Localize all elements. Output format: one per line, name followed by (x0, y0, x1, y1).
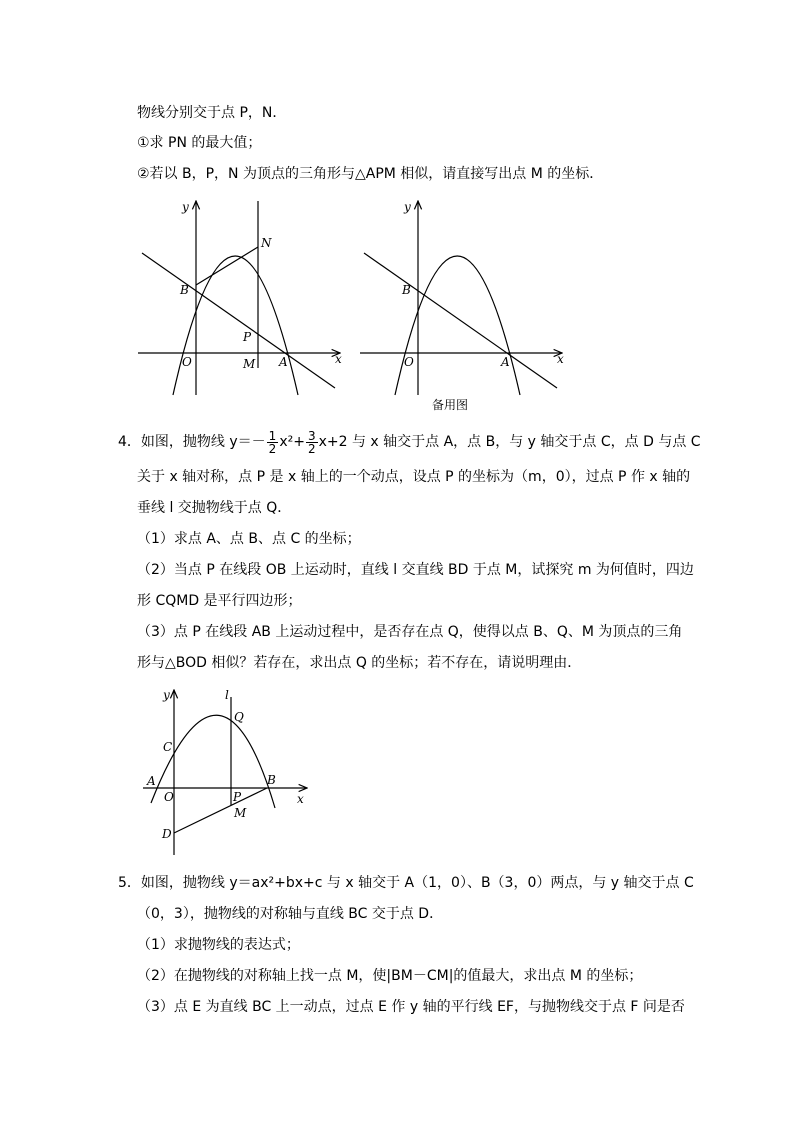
problem-number: 5． (118, 875, 141, 891)
p4-question-3b: 形与△BOD 相似？若存在，求出点 Q 的坐标；若不存在，请说明理由． (137, 655, 582, 671)
p4-text-line-3: 垂线 l 交抛物线于点 Q． (137, 500, 292, 516)
p4-text-line-2: 关于 x 轴对称，点 P 是 x 轴上的一个动点，设点 P 的坐标为（m，0），过点 P 作 x 轴的 (137, 469, 691, 485)
problem-number: 4． (118, 434, 141, 450)
p5-question-1: （1）求抛物线的表达式； (137, 937, 300, 953)
label-a: A (501, 355, 510, 369)
label-d: D (162, 827, 172, 841)
p5-question-2: （2）在抛物线的对称轴上找一点 M，使|BM－CM|的值最大，求出点 M 的坐标； (137, 968, 643, 984)
line-ab (142, 253, 335, 388)
label-y: y (163, 688, 170, 702)
label-l: l (225, 688, 229, 702)
line-ab (364, 253, 557, 388)
label-o: O (404, 355, 414, 369)
p5-text-line-2: （0，3），抛物线的对称轴与直线 BC 交于点 D． (137, 906, 444, 922)
p4-question-2a: （2）当点 P 在线段 OB 上运动时，直线 l 交直线 BD 于点 M，试探究 m 为何值时，四边 (137, 562, 694, 578)
parabola (173, 256, 298, 395)
label-y: y (404, 200, 411, 214)
label-m: M (234, 806, 247, 820)
p4-question-3a: （3）点 P 在线段 AB 上运动过程中，是否存在点 Q，使得以点 B、Q、M 为顶点的三角 (137, 624, 683, 640)
label-m: M (243, 357, 256, 371)
segment-bn (196, 247, 258, 285)
figure-4 (135, 685, 315, 860)
label-b: B (267, 773, 276, 787)
p5-question-3: （3）点 E 为直线 BC 上一动点，过点 E 作 y 轴的平行线 EF，与抛物线交于点 F 问是否 (137, 999, 685, 1015)
label-x: x (557, 352, 564, 366)
label-n: N (261, 236, 272, 250)
p4-question-1: （1）求点 A、点 B、点 C 的坐标； (137, 531, 361, 547)
label-b: B (402, 283, 411, 297)
figure-caption: 备用图 (432, 398, 469, 412)
label-p: P (233, 790, 242, 804)
p3-question-1: ①求 PN 的最大值； (137, 135, 262, 151)
figure-3-main (130, 195, 350, 375)
fraction-one-half: $\frac{1}{2}$ (268, 428, 277, 456)
label-c: C (163, 740, 173, 754)
p3-text-line: 物线分别交于点 P，N． (137, 105, 287, 121)
p5-intro: 5．如图，抛物线 y＝ax²+bx+c 与 x 轴交于 A（1，0）、B（3，0）两点，与 y 轴交于点 C (118, 875, 694, 891)
label-y: y (182, 200, 189, 214)
figure-3-spare (352, 195, 572, 415)
label-o: O (164, 790, 174, 804)
p4-question-2b: 形 CQMD 是平行四边形； (137, 593, 302, 609)
label-x: x (297, 792, 304, 806)
label-q: Q (234, 710, 244, 724)
label-x: x (335, 352, 342, 366)
label-p: P (243, 330, 252, 344)
label-b: B (180, 283, 189, 297)
p3-question-2: ②若以 B，P，N 为顶点的三角形与△APM 相似，请直接写出点 M 的坐标． (137, 166, 604, 182)
label-a: A (147, 774, 156, 788)
fraction-three-halves: $\frac{3}{2}$ (307, 428, 316, 456)
label-a: A (279, 355, 288, 369)
parabola (395, 256, 520, 395)
p4-intro: 4．如图，抛物线 y＝－ $\frac{1}{2}$ x²+ $\frac{3}{2}$ x+2 与 x 轴交于点 A，点 B，与 y 轴交于点 C，点 D 与点 C (118, 428, 701, 456)
segment-db (174, 788, 267, 833)
label-o: O (182, 355, 192, 369)
